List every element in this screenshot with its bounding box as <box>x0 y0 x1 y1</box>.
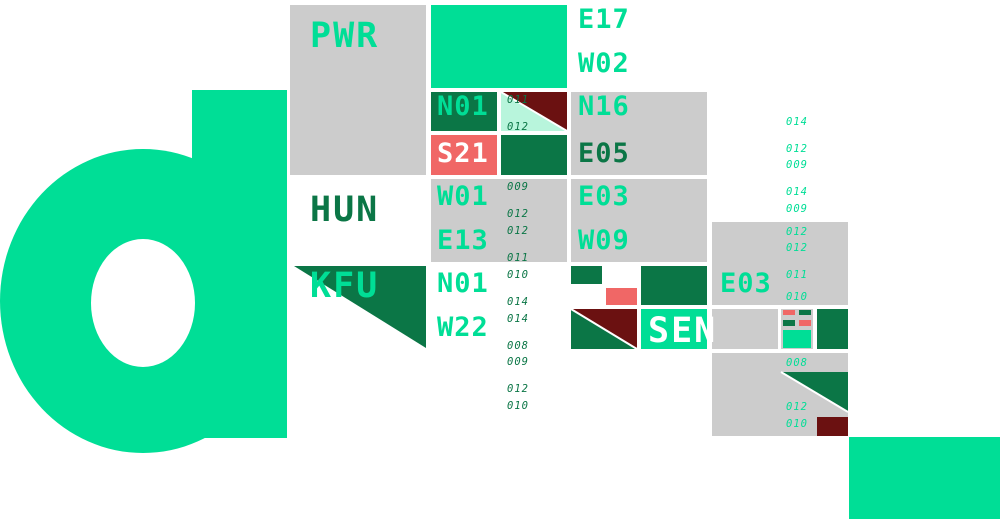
mini-cell-salmon-2 <box>799 320 811 326</box>
num-col2-4: 009 <box>786 203 808 215</box>
label-n16: N16 <box>578 91 630 122</box>
num-col1-2: 009 <box>507 181 529 193</box>
label-e17: E17 <box>578 4 630 35</box>
label-pwr: PWR <box>310 16 380 56</box>
tile-grey-d1 <box>712 309 778 349</box>
num-col1-4: 012 <box>507 225 529 237</box>
label-e13: E13 <box>437 225 489 256</box>
num-col2-10: 012 <box>786 401 808 413</box>
label-kfu: KFU <box>310 266 380 306</box>
label-s21: S21 <box>437 138 489 169</box>
label-w09: W09 <box>578 225 630 256</box>
num-col2-8: 010 <box>786 291 808 303</box>
label-w02: W02 <box>578 48 630 79</box>
num-col1-1: 012 <box>507 121 529 133</box>
num-col2-9: 008 <box>786 357 808 369</box>
num-col2-11: 010 <box>786 418 808 430</box>
num-col2-6: 012 <box>786 242 808 254</box>
label-n01-b: N01 <box>437 268 489 299</box>
num-col1-3: 012 <box>507 208 529 220</box>
num-col1-6: 010 <box>507 269 529 281</box>
num-col1-11: 012 <box>507 383 529 395</box>
mini-cell-salmon-1 <box>783 310 795 315</box>
tile-small-salmon <box>606 288 637 305</box>
label-w22: W22 <box>437 312 489 343</box>
label-hun: HUN <box>310 190 380 230</box>
label-e05: E05 <box>578 138 630 169</box>
num-col2-3: 014 <box>786 186 808 198</box>
num-col2-2: 009 <box>786 159 808 171</box>
num-col2-1: 012 <box>786 143 808 155</box>
tile-small-darkred <box>817 417 848 436</box>
tile-green-c <box>641 266 707 305</box>
num-col2-5: 012 <box>786 226 808 238</box>
tile-mint-top <box>431 5 567 88</box>
label-sen: SEN <box>648 311 718 351</box>
label-e03-b: E03 <box>720 268 772 299</box>
mini-cell-green-1 <box>799 310 811 315</box>
tile-green-d <box>817 309 848 349</box>
label-n01-a: N01 <box>437 91 489 122</box>
mini-cell-mint <box>783 330 811 348</box>
logo-dot <box>849 437 1000 519</box>
mini-cell-green-2 <box>783 320 795 326</box>
tile-split-green-red <box>571 309 637 349</box>
num-col2-7: 011 <box>786 269 808 281</box>
num-col1-12: 010 <box>507 400 529 412</box>
num-col1-8: 014 <box>507 313 529 325</box>
tile-small-green <box>571 266 602 284</box>
num-col1-10: 009 <box>507 356 529 368</box>
num-col1-9: 008 <box>507 340 529 352</box>
tile-dark-green-b <box>501 135 567 175</box>
label-w01: W01 <box>437 181 489 212</box>
num-col2-0: 014 <box>786 116 808 128</box>
num-col1-0: 011 <box>507 94 529 106</box>
num-col1-7: 014 <box>507 296 529 308</box>
label-e03-a: E03 <box>578 181 630 212</box>
num-col1-5: 011 <box>507 252 529 264</box>
